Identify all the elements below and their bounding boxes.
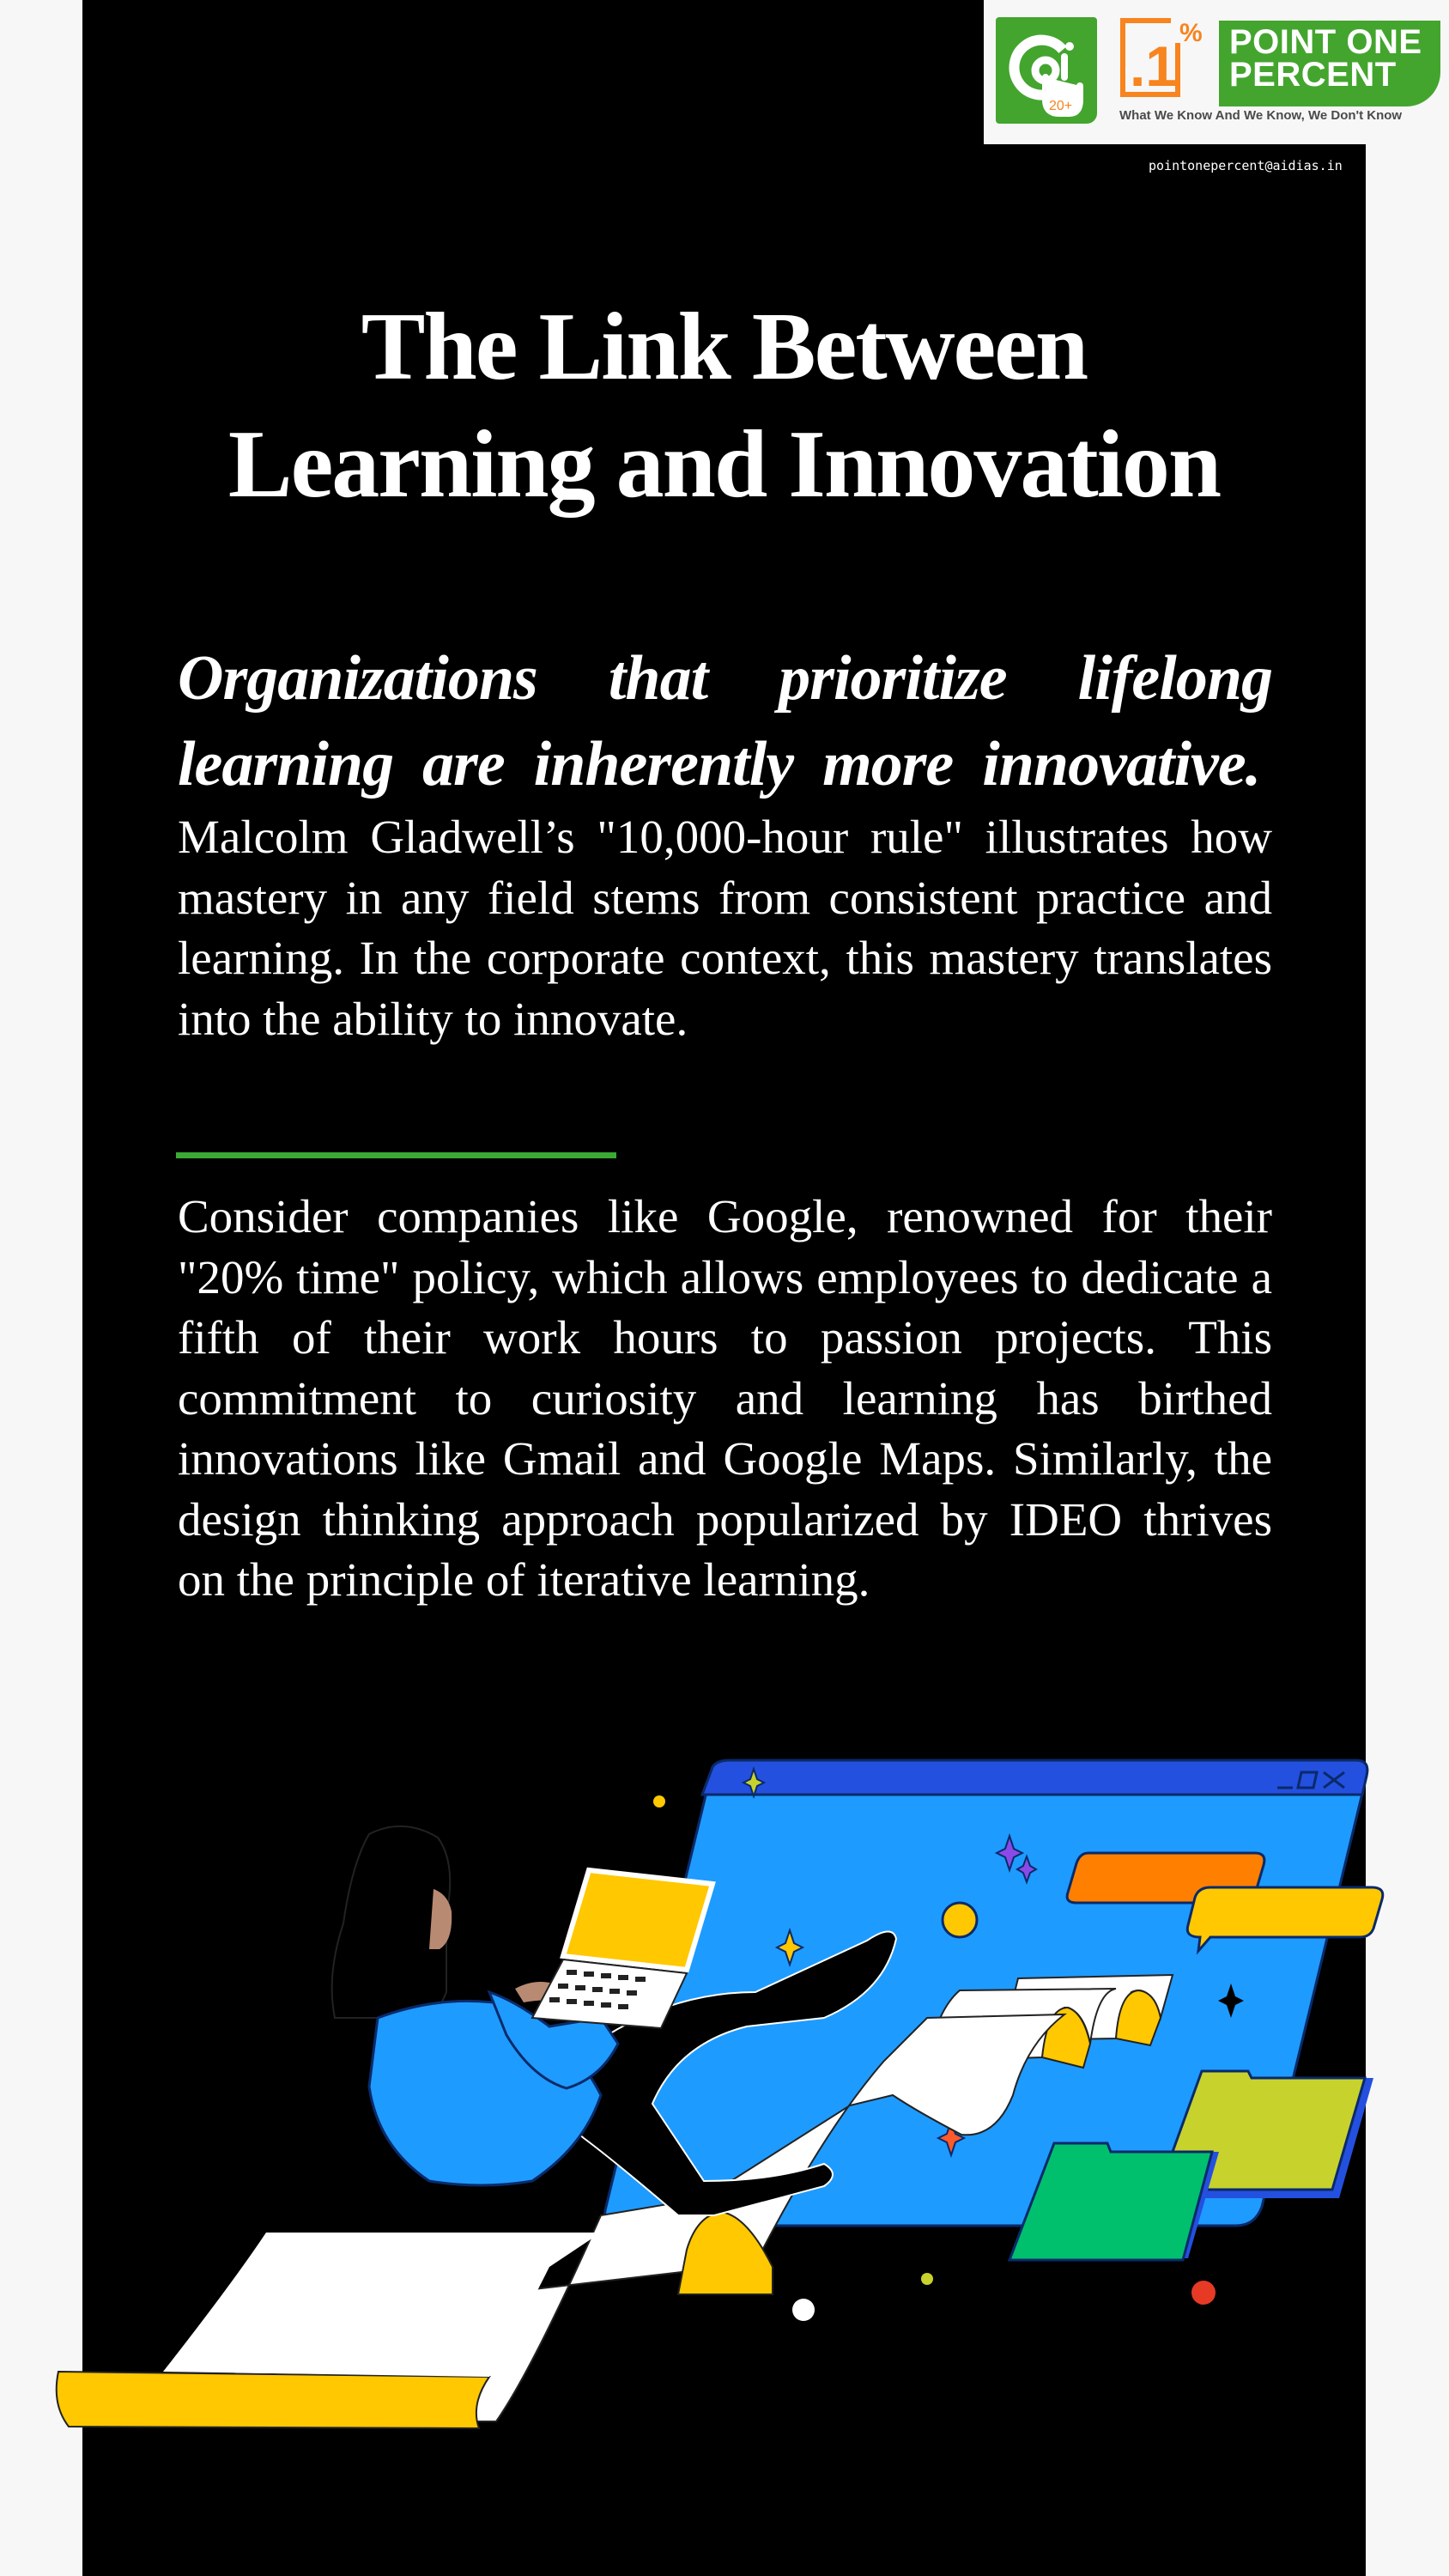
intro-body: Malcolm Gladwell’s "10,000-hour rule" illustrates how mastery in any field stems from consistent practice and learning. In the corporate context, this mastery translates into the ability to innovate. <box>178 811 1272 1045</box>
svg-text:%: % <box>1179 19 1203 47</box>
intro-paragraph <box>178 635 1272 1049</box>
title-line1: The Link Between <box>361 294 1088 400</box>
section-divider <box>176 1152 616 1158</box>
brand-name-line1: POINT ONE <box>1229 23 1422 61</box>
brand-logo <box>984 0 1449 144</box>
window-title-bar <box>702 1760 1367 1795</box>
lead-statement: Organizations that prioritize lifelong learning are inherently more innovative. <box>178 643 1272 799</box>
point-one-mark <box>1119 17 1205 98</box>
laptop-screen <box>563 1870 712 1970</box>
learning-illustration <box>0 1735 1449 2576</box>
paper-scroll-end <box>57 2372 489 2428</box>
aidias-hand-icon <box>996 17 1097 124</box>
svg-text:20+: 20+ <box>1049 99 1073 113</box>
lime-dot <box>921 2273 933 2285</box>
contact-email[interactable]: pointonepercent@aidias.in <box>1149 158 1343 173</box>
red-dot <box>1191 2281 1216 2305</box>
brand-name-badge <box>1219 21 1440 106</box>
yellow-dot <box>653 1795 665 1807</box>
page-title <box>82 289 1366 524</box>
white-dot <box>792 2299 815 2321</box>
title-line2: Learning and Innovation <box>227 411 1221 518</box>
svg-text:.1: .1 <box>1130 34 1178 98</box>
brand-tagline: What We Know And We Know, We Don't Know <box>1119 108 1403 123</box>
yellow-circle <box>943 1903 977 1937</box>
examples-paragraph: Consider companies like Google, renowned for their "20% time" policy, which allows employees to dedicate a fifth of their work hours to passion projects. This commitment to curiosity and learning has birthed innovations like Gmail and Google Maps. Similarly, the design thinking approach popularized by IDEO thrives on the principle of iterative learning. <box>178 1190 1272 1606</box>
brand-name-line2: PERCENT <box>1229 56 1397 94</box>
